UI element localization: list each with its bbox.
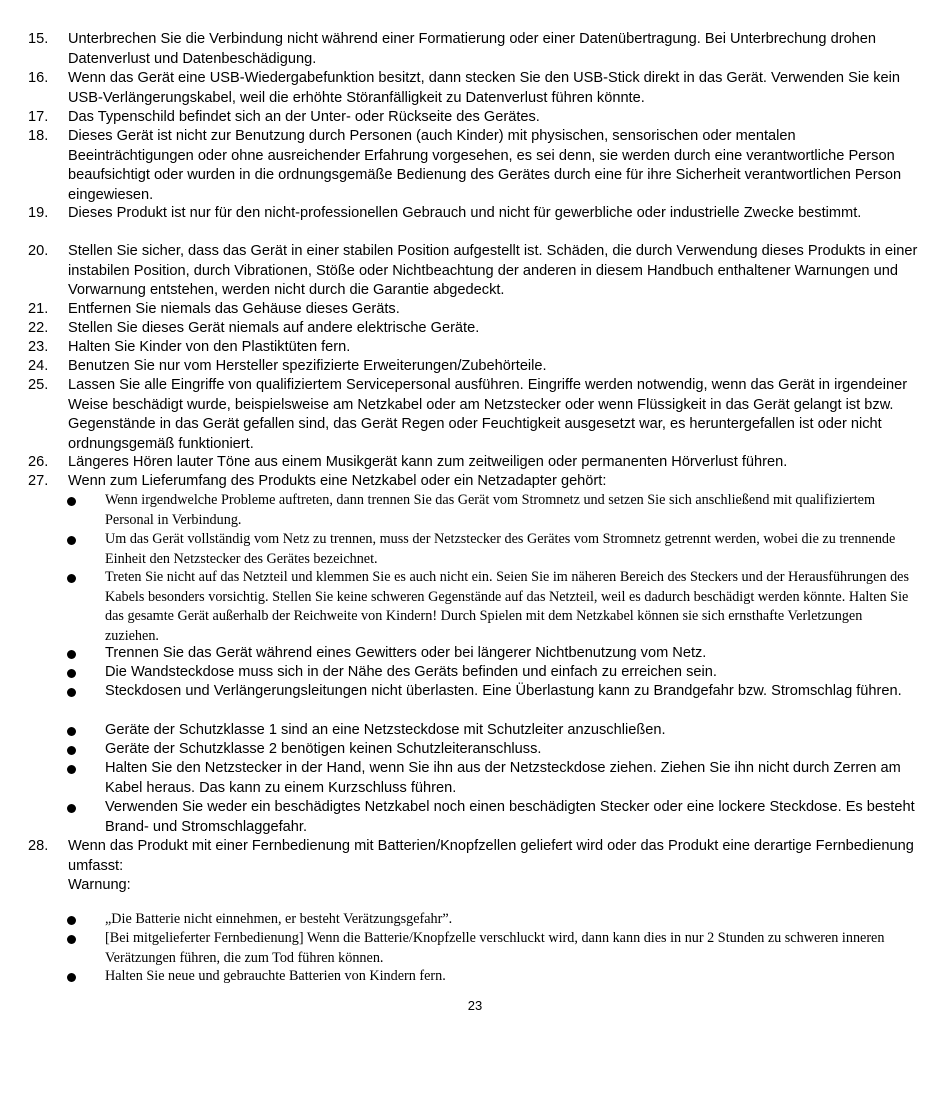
item-text: Wenn zum Lieferumfang des Produkts eine Netzkabel oder ein Netzadapter gehört: bbox=[68, 473, 607, 489]
bullet-item bbox=[67, 682, 917, 702]
item-text: Benutzen Sie nur vom Hersteller spezifizierte Erweiterungen/Zubehörteile. bbox=[68, 358, 547, 374]
bullet-dot-icon bbox=[67, 973, 76, 982]
item-number: 26. bbox=[28, 454, 49, 470]
list-item-26 bbox=[28, 453, 918, 473]
bullet-text: Halten Sie neue und gebrauchte Batterien von Kindern fern. bbox=[105, 968, 446, 984]
bullet-dot-icon bbox=[67, 669, 76, 678]
bullet-item bbox=[67, 967, 917, 987]
item-number: 15. bbox=[28, 31, 49, 47]
bullet-dot-icon bbox=[67, 935, 76, 944]
bullet-text: Die Wandsteckdose muss sich in der Nähe des Geräts befinden und einfach zu erreichen sein. bbox=[105, 664, 717, 680]
page-number: 23 bbox=[467, 998, 483, 1013]
bullet-text: [Bei mitgelieferter Fernbedienung] Wenn die Batterie/Knopfzelle verschluckt wird, dann kann dies in nur 2 Stunden zu schweren inneren Verätzungen führen, die zum Tod führen können. bbox=[105, 930, 885, 966]
list-item-15 bbox=[28, 30, 918, 69]
list-item-18 bbox=[28, 127, 918, 205]
item-text: Das Typenschild befindet sich an der Unter- oder Rückseite des Gerätes. bbox=[68, 109, 540, 125]
item-number: 16. bbox=[28, 70, 49, 86]
item-text: Unterbrechen Sie die Verbindung nicht während einer Formatierung oder einer Datenübertragung. Bei Unterbrechung drohen Datenverlust und Datenbeschädigung. bbox=[68, 31, 877, 67]
list-item-23 bbox=[28, 338, 918, 358]
bullet-item bbox=[67, 530, 917, 569]
bullet-text: Um das Gerät vollständig vom Netz zu trennen, muss der Netzstecker des Gerätes vom Stromnetz getrennt werden, wobei die zu trennende Einheit den Netzstecker des Gerätes bezeichnet. bbox=[105, 531, 896, 567]
bullet-dot-icon bbox=[67, 574, 76, 583]
bullet-item bbox=[67, 910, 917, 930]
list-item-27 bbox=[28, 472, 918, 492]
item-text: Längeres Hören lauter Töne aus einem Musikgerät kann zum zeitweiligen oder permanenten Hörverlust führen. bbox=[68, 454, 788, 470]
bullet-item bbox=[67, 740, 917, 760]
bullet-item bbox=[67, 929, 917, 968]
bullet-item bbox=[67, 491, 917, 530]
bullet-item bbox=[67, 759, 917, 798]
bullet-dot-icon bbox=[67, 746, 76, 755]
list-item-24 bbox=[28, 357, 918, 377]
item-text: Stellen Sie dieses Gerät niemals auf andere elektrische Geräte. bbox=[68, 320, 480, 336]
item-number: 28. bbox=[28, 838, 49, 854]
item-number: 27. bbox=[28, 473, 49, 489]
bullet-dot-icon bbox=[67, 688, 76, 697]
bullet-item bbox=[67, 663, 917, 683]
bullet-item bbox=[67, 798, 917, 837]
item-text: Dieses Produkt ist nur für den nicht-professionellen Gebrauch und nicht für gewerbliche oder industrielle Zwecke bestimmt. bbox=[68, 205, 862, 221]
bullet-text: Geräte der Schutzklasse 1 sind an eine Netzsteckdose mit Schutzleiter anzuschließen. bbox=[105, 722, 666, 738]
item-text: Stellen Sie sicher, dass das Gerät in einer stabilen Position aufgestellt ist. Schäden, die durch Verwendung dieses Produkts in einer instabilen Position, durch Vibrationen, Stöße oder Nichtbeachtung der anderen in diesem Handbuch enthaltener Warnungen und Vorwarnung entstehen, werden nicht durch die Garantie abgedeckt. bbox=[68, 243, 918, 298]
warning-label: Warnung: bbox=[68, 877, 131, 893]
list-item-22 bbox=[28, 319, 918, 339]
item-number: 25. bbox=[28, 377, 49, 393]
item-number: 18. bbox=[28, 128, 49, 144]
item-number: 20. bbox=[28, 243, 49, 259]
bullet-dot-icon bbox=[67, 536, 76, 545]
list-item-28 bbox=[28, 837, 918, 896]
item-number: 24. bbox=[28, 358, 49, 374]
item-text: Dieses Gerät ist nicht zur Benutzung durch Personen (auch Kinder) mit physischen, sensorischen oder mentalen Beeinträchtigungen oder ohne ausreichender Erfahrung vorgesehen, es sei denn, sie werden durch eine verantwortliche Person beaufsichtigt oder wurden in die ordnungsgemäße Bedienung des Gerätes durch eine für ihre Sicherheit verantwortlichen Person eingewiesen. bbox=[68, 128, 902, 203]
bullet-text: Halten Sie den Netzstecker in der Hand, wenn Sie ihn aus der Netzsteckdose ziehen. Ziehen Sie ihn nicht durch Zerren am Kabel heraus. Das kann zu einem Kurzschluss führen. bbox=[105, 760, 901, 796]
list-item-19 bbox=[28, 204, 918, 224]
item-text: Wenn das Produkt mit einer Fernbedienung mit Batterien/Knopfzellen geliefert wird oder das Produkt eine derartige Fernbedienung umfasst: bbox=[68, 838, 914, 874]
list-item-16 bbox=[28, 69, 918, 108]
list-item-20 bbox=[28, 242, 918, 301]
bullet-text: Treten Sie nicht auf das Netzteil und klemmen Sie es auch nicht ein. Seien Sie im näheren Bereich des Steckers und der Herausführungen des Kabels besonders vorsichtig. Stellen Sie keine schweren Gegenstände auf das Netzteil, weil es dadurch beschädigt werden könnte. Halten Sie das gesamte Gerät außerhalb der Reichweite von Kindern! Durch Spielen mit dem Netzkabel können sie sich ernsthafte Verletzungen zuziehen. bbox=[105, 569, 909, 644]
list-item-21 bbox=[28, 300, 918, 320]
item-text: Lassen Sie alle Eingriffe von qualifiziertem Servicepersonal ausführen. Eingriffe werden notwendig, wenn das Gerät in irgendeiner Weise beschädigt wurde, beispielsweise am Netzkabel oder am Netzstecker oder wenn Flüssigkeit in das Gerät gelangt ist bzw. Gegenstände in das Gerät gefallen sind, das Gerät Regen oder Feuchtigkeit ausgesetzt war, es heruntergefallen ist oder nicht ordnungsgemäß funktioniert. bbox=[68, 377, 908, 452]
bullet-dot-icon bbox=[67, 916, 76, 925]
bullet-text: „Die Batterie nicht einnehmen, er besteht Verätzungsgefahr”. bbox=[105, 911, 453, 927]
item-text: Entfernen Sie niemals das Gehäuse dieses Geräts. bbox=[68, 301, 400, 317]
bullet-text: Geräte der Schutzklasse 2 benötigen keinen Schutzleiteranschluss. bbox=[105, 741, 542, 757]
item-number: 19. bbox=[28, 205, 49, 221]
item-number: 22. bbox=[28, 320, 49, 336]
bullet-dot-icon bbox=[67, 804, 76, 813]
item-number: 21. bbox=[28, 301, 49, 317]
item-text: Wenn das Gerät eine USB-Wiedergabefunktion besitzt, dann stecken Sie den USB-Stick direkt in das Gerät. Verwenden Sie kein USB-Verlängerungskabel, weil die erhöhte Störanfälligkeit zu Datenverlust führen könnte. bbox=[68, 70, 901, 106]
bullet-dot-icon bbox=[67, 497, 76, 506]
bullet-dot-icon bbox=[67, 727, 76, 736]
item-number: 23. bbox=[28, 339, 49, 355]
list-item-25 bbox=[28, 376, 918, 454]
bullet-item bbox=[67, 568, 917, 646]
list-item-17 bbox=[28, 108, 918, 128]
item-number: 17. bbox=[28, 109, 49, 125]
bullet-item bbox=[67, 644, 917, 664]
bullet-text: Wenn irgendwelche Probleme auftreten, dann trennen Sie das Gerät vom Stromnetz und setzen Sie sich anschließend mit qualifiziertem Personal in Verbindung. bbox=[105, 492, 875, 528]
bullet-text: Trennen Sie das Gerät während eines Gewitters oder bei längerer Nichtbenutzung vom Netz. bbox=[105, 645, 707, 661]
bullet-text: Steckdosen und Verlängerungsleitungen nicht überlasten. Eine Überlastung kann zu Brandgefahr bzw. Stromschlag führen. bbox=[105, 683, 902, 699]
bullet-dot-icon bbox=[67, 650, 76, 659]
bullet-dot-icon bbox=[67, 765, 76, 774]
bullet-text: Verwenden Sie weder ein beschädigtes Netzkabel noch einen beschädigten Stecker oder eine lockere Steckdose. Es besteht Brand- und Stromschlaggefahr. bbox=[105, 799, 915, 835]
item-text: Halten Sie Kinder von den Plastiktüten fern. bbox=[68, 339, 351, 355]
bullet-item bbox=[67, 721, 917, 741]
